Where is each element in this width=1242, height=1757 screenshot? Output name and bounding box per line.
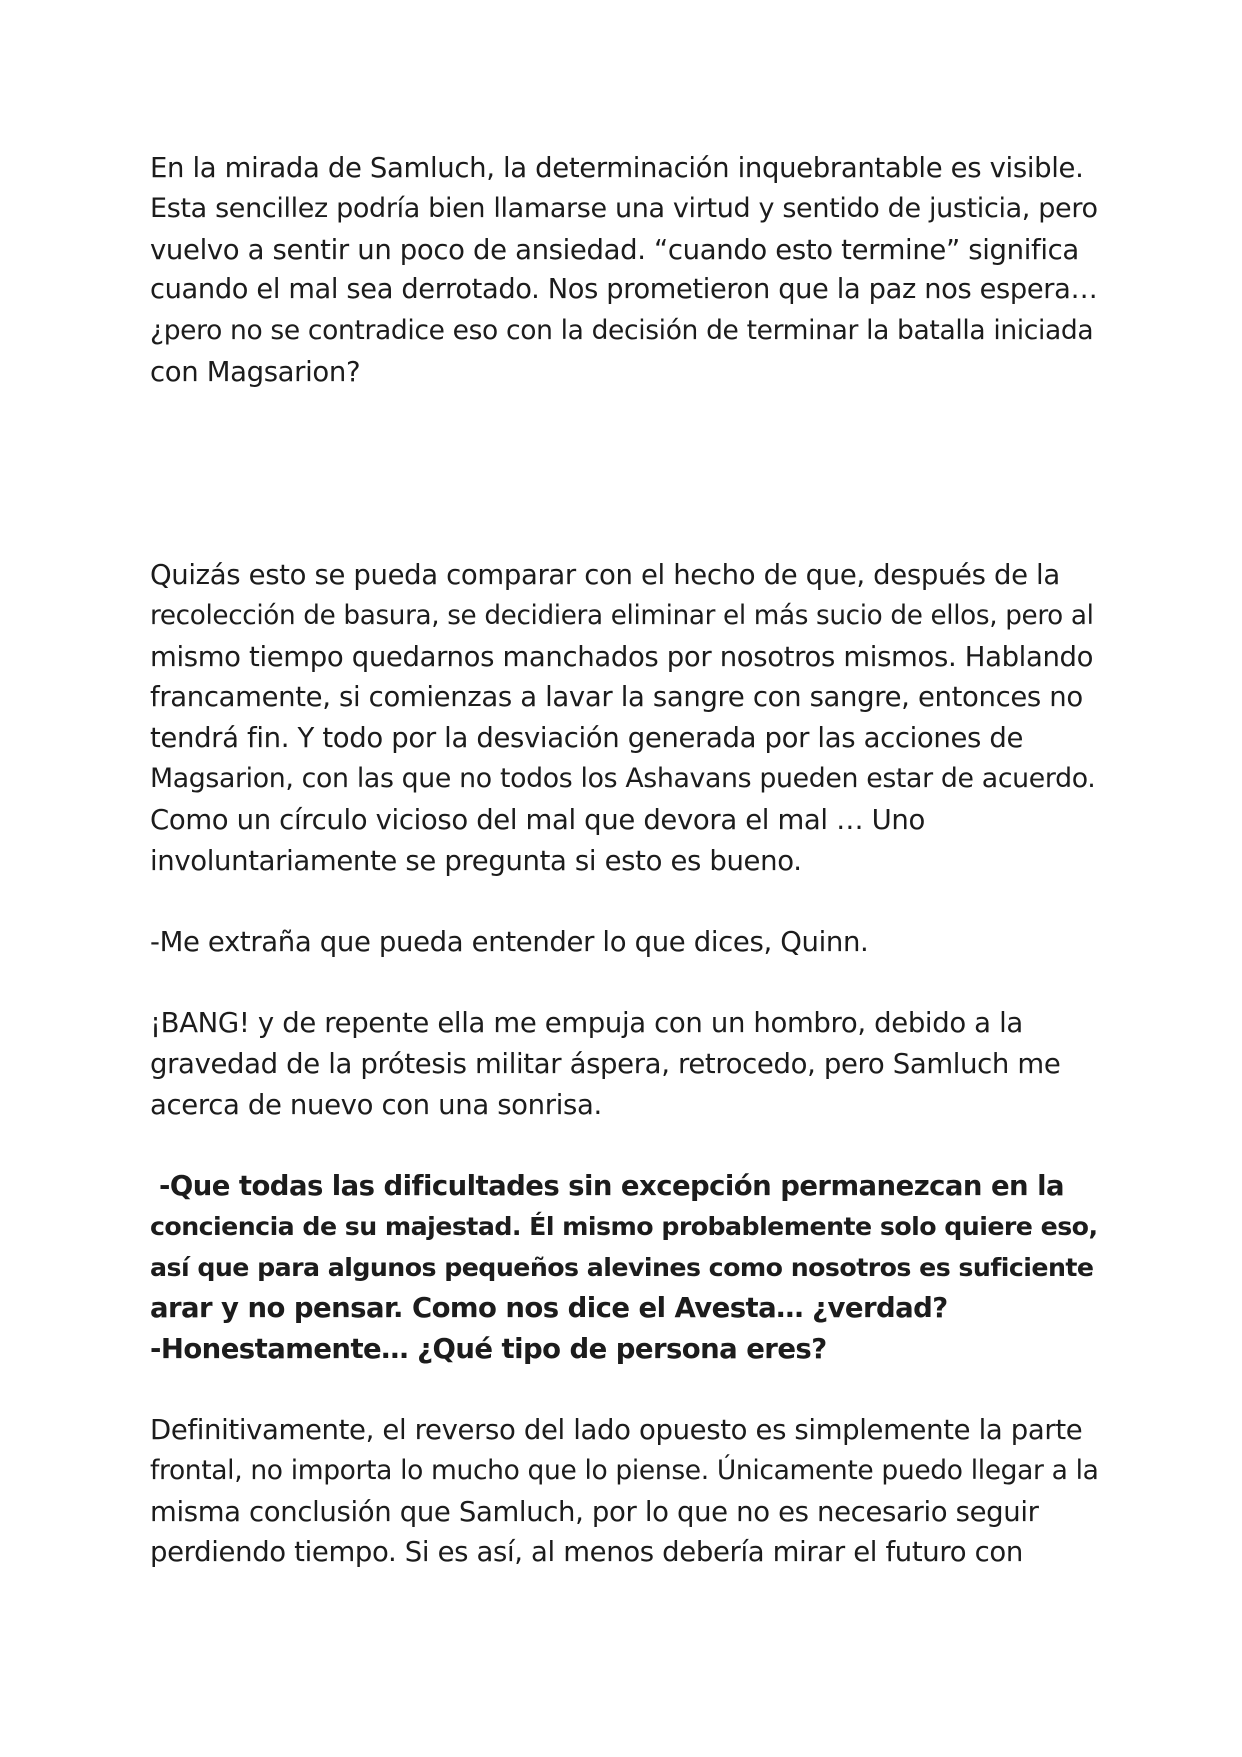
paragraph-bang xyxy=(150,1003,1100,1125)
text-line: -Honestamente… ¿Qué tipo de persona eres? xyxy=(150,1333,827,1366)
text-line: francamente, si comienzas a lavar la sangre con sangre, entonces no xyxy=(150,681,1083,714)
text-line: perdiendo tiempo. Si es así, al menos debería mirar el futuro con xyxy=(150,1536,1023,1569)
paragraph-bold-dialogue xyxy=(150,1166,1100,1370)
text-line: mismo tiempo quedarnos manchados por nosotros mismos. Hablando xyxy=(150,640,1094,673)
text-line: involuntariamente se pregunta si esto es bueno. xyxy=(150,844,802,877)
paragraph-samluch-gaze xyxy=(150,148,1100,393)
text-line: así que para algunos pequeños alevines como nosotros es suficiente xyxy=(150,1252,1094,1282)
paragraph-conclusion xyxy=(150,1410,1100,1573)
text-line: ¡BANG! y de repente ella me empuja con un hombro, debido a la xyxy=(150,1007,1023,1039)
text-line: con Magsarion? xyxy=(150,355,361,388)
text-line: cuando el mal sea derrotado. Nos prometieron que la paz nos espera… xyxy=(150,274,1098,306)
text-line: vuelvo a sentir un poco de ansiedad. “cuando esto termine” significa xyxy=(150,233,1079,266)
text-line: Esta sencillez podría bien llamarse una virtud y sentido de justicia, pero xyxy=(150,192,1098,224)
text-line: arar y no pensar. Como nos dice el Avesta… ¿verdad? xyxy=(150,1292,948,1325)
text-line: acerca de nuevo con una sonrisa. xyxy=(150,1088,602,1121)
text-line: -Me extraña que pueda entender lo que dices, Quinn. xyxy=(150,926,869,958)
text-line: Como un círculo vicioso del mal que devora el mal … Uno xyxy=(150,803,925,836)
text-line: frontal, no importa lo mucho que lo piense. Únicamente puedo llegar a la xyxy=(150,1454,1099,1486)
text-line: recolección de basura, se decidiera eliminar el más sucio de ellos, pero al xyxy=(150,600,1094,631)
text-line: gravedad de la prótesis militar áspera, retrocedo, pero Samluch me xyxy=(150,1047,1061,1080)
text-line: Quizás esto se pueda comparar con el hecho de que, después de la xyxy=(150,559,1060,591)
text-line: misma conclusión que Samluch, por lo que no es necesario seguir xyxy=(150,1495,1039,1528)
text-line: -Que todas las dificultades sin excepción permanezcan en la xyxy=(150,1170,1064,1202)
text-line: tendrá fin. Y todo por la desviación generada por las acciones de xyxy=(150,722,1024,755)
text-line: conciencia de su majestad. Él mismo probablemente solo quiere eso, xyxy=(150,1211,1098,1241)
text-line: ¿pero no se contradice eso con la decisión de terminar la batalla iniciada xyxy=(150,315,1094,347)
text-line: Magsarion, con las que no todos los Ashavans pueden estar de acuerdo. xyxy=(150,762,1096,794)
text-line: Definitivamente, el reverso del lado opuesto es simplemente la parte xyxy=(150,1414,1083,1446)
paragraph-garbage-comparison xyxy=(150,555,1100,881)
text-line: En la mirada de Samluch, la determinación inquebrantable es visible. xyxy=(150,152,1084,184)
paragraph-dialogue-quinn xyxy=(150,922,1100,963)
